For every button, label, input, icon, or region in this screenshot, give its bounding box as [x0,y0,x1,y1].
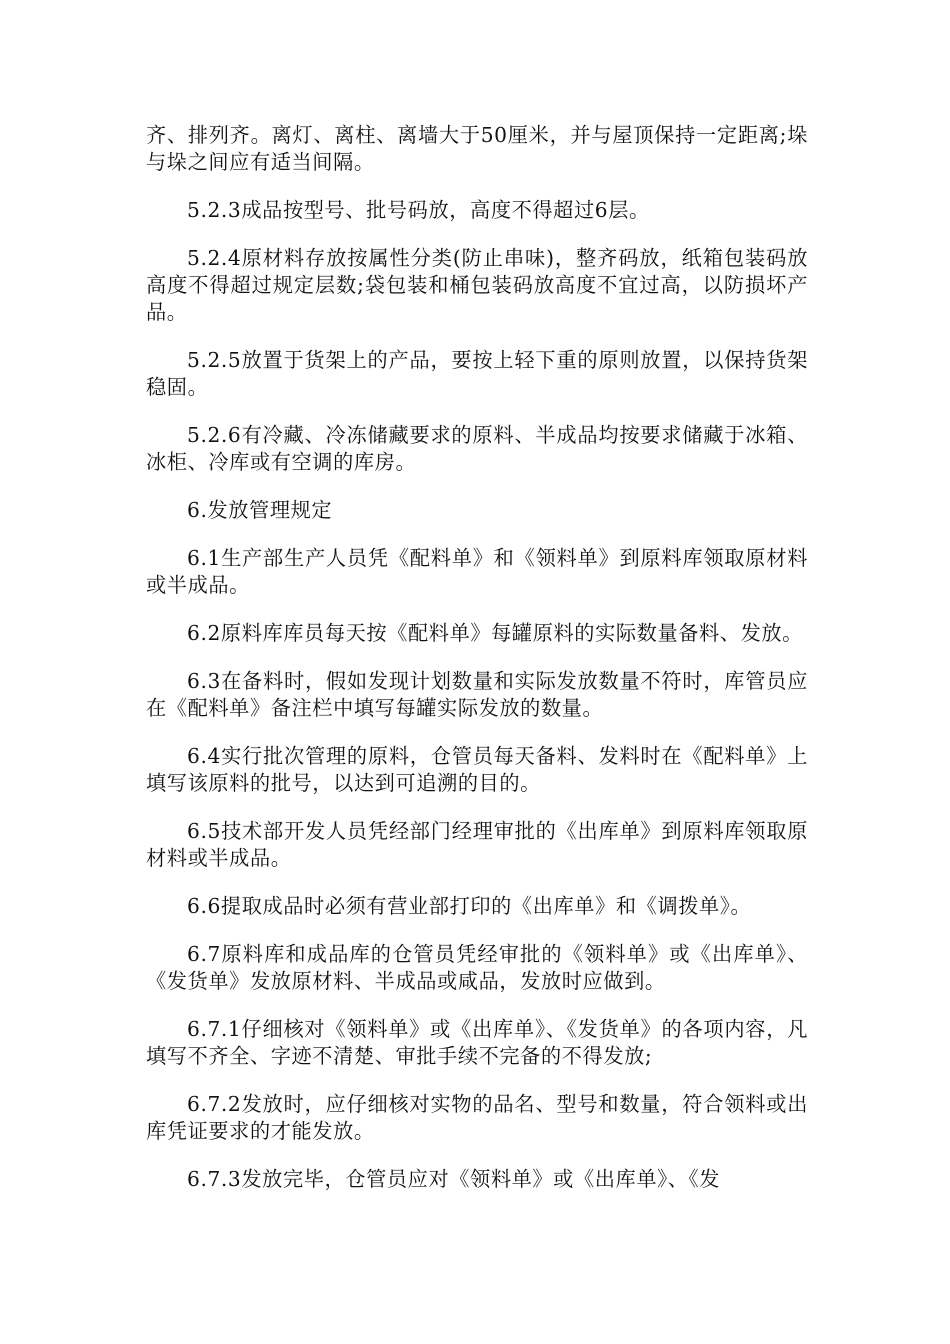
section-heading-6: 6.发放管理规定 [187,498,333,522]
paragraph-6-6: 6.6提取成品时必须有营业部打印的《出库单》和《调拨单》。 [187,894,752,918]
paragraph-6-7-3: 6.7.3发放完毕，仓管员应对《领料单》或《出库单》、《发 [187,1167,721,1191]
paragraph-6-4: 6.4实行批次管理的原料，仓管员每天备料、发料时在《配料单》上填写该原料的批号，以达到可追溯的目的。 [146,744,808,795]
document-page [146,122,808,1193]
paragraph-6-5: 6.5技术部开发人员凭经部门经理审批的《出库单》到原料库领取原材料或半成品。 [146,819,808,870]
paragraph-6-7-1: 6.7.1仔细核对《领料单》或《出库单》、《发货单》的各项内容，凡填写不齐全、字迹不清楚、审批手续不完备的不得发放; [146,1017,808,1068]
paragraph-5-2-3: 5.2.3成品按型号、批号码放，高度不得超过6层。 [187,198,650,222]
paragraph-continuation: 齐、排列齐。离灯、离柱、离墙大于50厘米，并与屋顶保持一定距离;垛与垛之间应有适当间隔。 [146,123,808,174]
paragraph-6-7-2: 6.7.2发放时，应仔细核对实物的品名、型号和数量，符合领料或出库凭证要求的才能发放。 [146,1092,808,1143]
paragraph-6-1: 6.1生产部生产人员凭《配料单》和《领料单》到原料库领取原材料或半成品。 [146,546,808,597]
paragraph-5-2-5: 5.2.5放置于货架上的产品，要按上轻下重的原则放置，以保持货架稳固。 [146,348,808,399]
paragraph-6-2: 6.2原料库库员每天按《配料单》每罐原料的实际数量备料、发放。 [187,621,803,645]
paragraph-6-7: 6.7原料库和成品库的仓管员凭经审批的《领料单》或《出库单》、《发货单》发放原材料、半成品或咸品，发放时应做到。 [146,942,808,993]
paragraph-5-2-6: 5.2.6有冷藏、冷冻储藏要求的原料、半成品均按要求储藏于冰箱、冰柜、冷库或有空调的库房。 [146,423,808,474]
paragraph-5-2-4: 5.2.4原材料存放按属性分类(防止串味)，整齐码放，纸箱包装码放高度不得超过规定层数;袋包装和桶包装码放高度不宜过高，以防损坏产品。 [146,246,808,324]
paragraph-6-3: 6.3在备料时，假如发现计划数量和实际发放数量不符时，库管员应在《配料单》备注栏中填写每罐实际发放的数量。 [146,669,808,720]
